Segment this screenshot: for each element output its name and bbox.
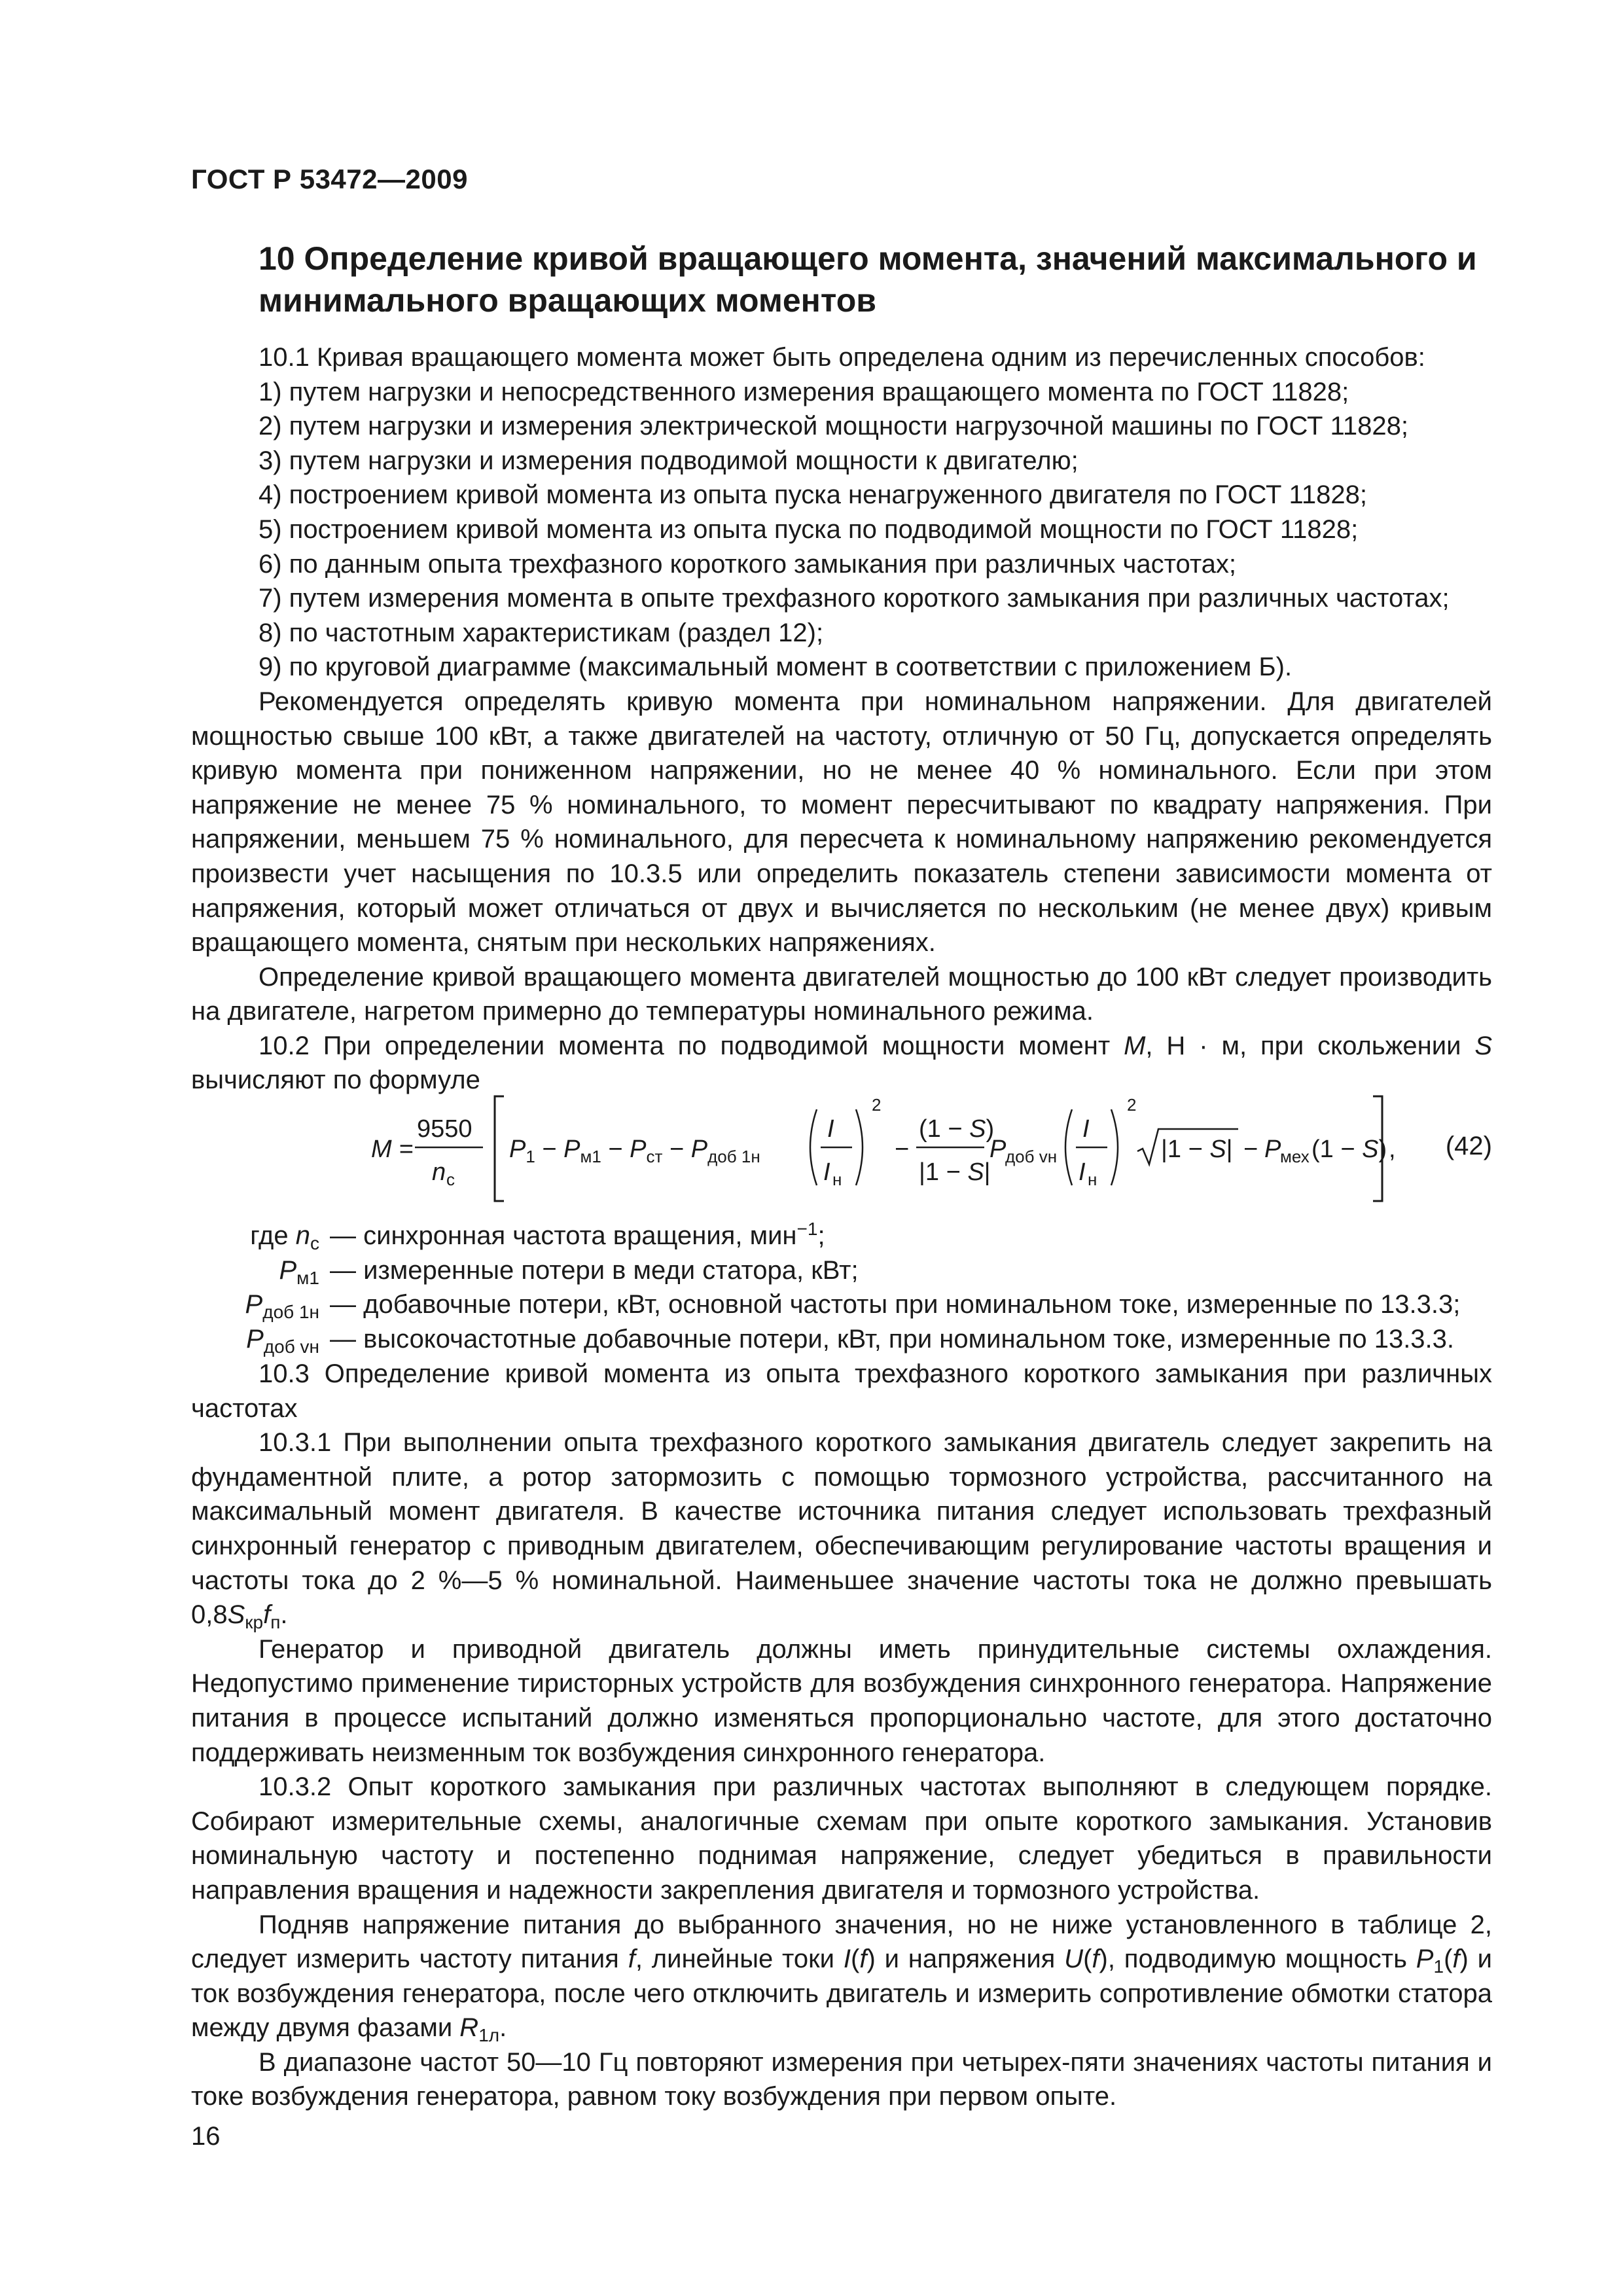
paragraph-10-3-1: 10.3.1 При выполнении опыта трехфазного короткого замыкания двигатель следует закрепить на фундаментной плите, а ротор затормозить с помощью тормозного устройства, рассчитанного на максимальный момент двигателя. В качестве источника питания следует использовать трехфазный синхронный генератор с приводным двигателем, обеспечивающим регулирование частоты вращения и частоты тока до 2 %—5 % номинальной. Наименьшее значение частоты тока не должно превышать $0,8S_{кр}f_п$. [191,1428,1492,1633]
page-number: 16 [191,2122,221,2151]
equation-number: (42) [1445,1132,1492,1160]
paragraph-10-2: 10.2 При определении момента по подводимой мощности момент M, Н · м, при скольжении S вычисляют по формуле [191,1031,1493,1095]
legend-row: $P_{м1}$ — измеренные потери в меди статора, кВт; [279,1255,859,1288]
formula-lhs: M = [371,1136,414,1163]
paragraph-10-3-2: 10.3.2 Опыт короткого замыкания при различных частотах выполняют в следующем порядке. Собирают измерительные схемы, аналогичные схемам при опыте короткого замыкания. Установив номинальную частоту и постепенно поднимая напряжение, следует убедиться в правильности направления вращения и надежности закрепления двигателя и тормозного устройства. [191,1772,1492,1905]
list-item: 9) по круговой диаграмме (максимальный момент в соответствии с приложением Б). [259,653,1293,682]
section-10-3 [191,1357,1492,2114]
list-item: 5) построением кривой момента из опыта пуска по подводимой мощности по ГОСТ 11828; [259,514,1359,544]
list-item: 1) путем нагрузки и непосредственного измерения вращающего момента по ГОСТ 11828; [259,377,1349,406]
svg-text:P: P [990,1136,1007,1163]
list-item: 3) путем нагрузки и измерения подводимой мощности к двигателю; [259,446,1079,475]
svg-text:мех: мех [1280,1147,1310,1166]
formula-den: n [432,1158,446,1186]
svg-text:I: I [823,1158,830,1186]
list-item: 4) построением кривой момента из опыта пуска ненагруженного двигателя по ГОСТ 11828; [259,480,1367,510]
svg-text:I: I [827,1115,834,1143]
section-10-1 [191,340,1492,1098]
svg-text:2: 2 [1127,1095,1137,1115]
svg-text:н: н [832,1170,842,1189]
list-item: 6) по данным опыта трехфазного короткого замыкания при различных частотах; [259,549,1237,579]
svg-text:,: , [1389,1136,1396,1163]
paragraph-recommend: Рекомендуется определять кривую момента при номинальном напряжении. Для двигателей мощностью свыше 100 кВт, а также двигателей на частоту, отличную от 50 Гц, допускается определять кривую момента при пониженном напряжении, но не менее 40 % номинального. Если при этом напряжение не менее 75 % номинального, то момент пересчитывают по квадрату напряжения. При напряжении, меньшем 75 % номинального, для пересчета к номинальному напряжению рекомендуется произвести учет насыщения по 10.3.5 или определить показатель степени зависимости момента от напряжения, который может отличаться от двух и вычисляется по нескольким (не менее двух) кривым вращающего момента, снятым при нескольких напряжениях. [191,687,1492,958]
svg-text:н: н [1088,1170,1097,1189]
paragraph-raise-voltage: Подняв напряжение питания до выбранного значения, но не ниже установленного в таблице 2, следует измерить частоту питания f, линейные токи I(f) и напряжения U(f), подводимую мощность $P_1(f)$ и ток возбуждения генератора, после чего отключить двигатель и измерить сопротивление обмотки статора между двумя фазами $R_{1л}$. [191,1910,1493,2046]
svg-text:доб vн: доб vн [1005,1147,1058,1166]
svg-text:P: P [1264,1136,1281,1163]
formula-legend [191,1219,1492,1356]
paragraph-10-3: 10.3 Определение кривой момента из опыта трехфазного короткого замыкания при различных частотах [191,1359,1492,1423]
svg-text:I: I [1079,1158,1086,1186]
paragraph-range: В диапазоне частот 50—10 Гц повторяют измерения при четырех-пяти значениях частоты питания и токе возбуждения генератора, равном току возбуждения при первом опыте. [191,2047,1492,2111]
legend-row: $P_{доб vн}$ — высокочастотные добавочные потери, кВт, при номинальном токе, измеренные по 13.3.3. [246,1324,1455,1357]
list-item: 8) по частотным характеристикам (раздел 12); [259,618,824,647]
list-item: 7) путем измерения момента в опыте трехфазного короткого замыкания при различных частотах; [259,584,1450,613]
svg-text:−: − [895,1136,910,1163]
formula-42 [191,1083,1492,1214]
svg-text:|1 − S|: |1 − S| [919,1158,991,1186]
paragraph-100kw: Определение кривой вращающего момента двигателей мощностью до 100 кВт следует производить на двигателе, нагретом примерно до температуры номинального режима. [191,962,1492,1026]
formula-den-sub: с [446,1170,455,1189]
svg-text:I: I [1082,1115,1090,1143]
standard-header: ГОСТ Р 53472—2009 [191,164,468,194]
svg-text:(1 − S): (1 − S) [1311,1136,1387,1163]
svg-text:−: − [1243,1136,1258,1163]
svg-text:|1 − S|: |1 − S| [1161,1136,1233,1163]
section-title: 10 Определение кривой вращающего момента, значений максимального и минимального вращающих моментов [259,240,1477,319]
formula-num: 9550 [417,1115,473,1143]
svg-text:2: 2 [872,1095,882,1115]
formula-body: $P_1 - P_{м1} - P_{ст} - P_{доб 1н}$ [509,1136,760,1166]
legend-row: $P_{доб 1н}$ — добавочные потери, кВт, основной частоты при номинальном токе, измеренные по 13.3.3; [245,1290,1461,1323]
svg-text:(1 − S): (1 − S) [919,1115,995,1143]
paragraph-10-1: 10.1 Кривая вращающего момента может быть определена одним из перечисленных способов: [259,343,1425,372]
list-item: 2) путем нагрузки и измерения электрической мощности нагрузочной машины по ГОСТ 11828; [259,412,1408,441]
paragraph-generator: Генератор и приводной двигатель должны иметь принудительные системы охлаждения. Недопустимо применение тиристорных устройств для возбуждения синхронного генератора. Напряжение питания в процессе испытаний должно изменяться пропорционально частоте, для этого достаточно поддерживать неизменным ток возбуждения синхронного генератора. [191,1634,1492,1767]
methods-list [191,375,1492,685]
legend-row: где $n_с$ — синхронная частота вращения, мин$^{-1}$; [250,1219,825,1253]
